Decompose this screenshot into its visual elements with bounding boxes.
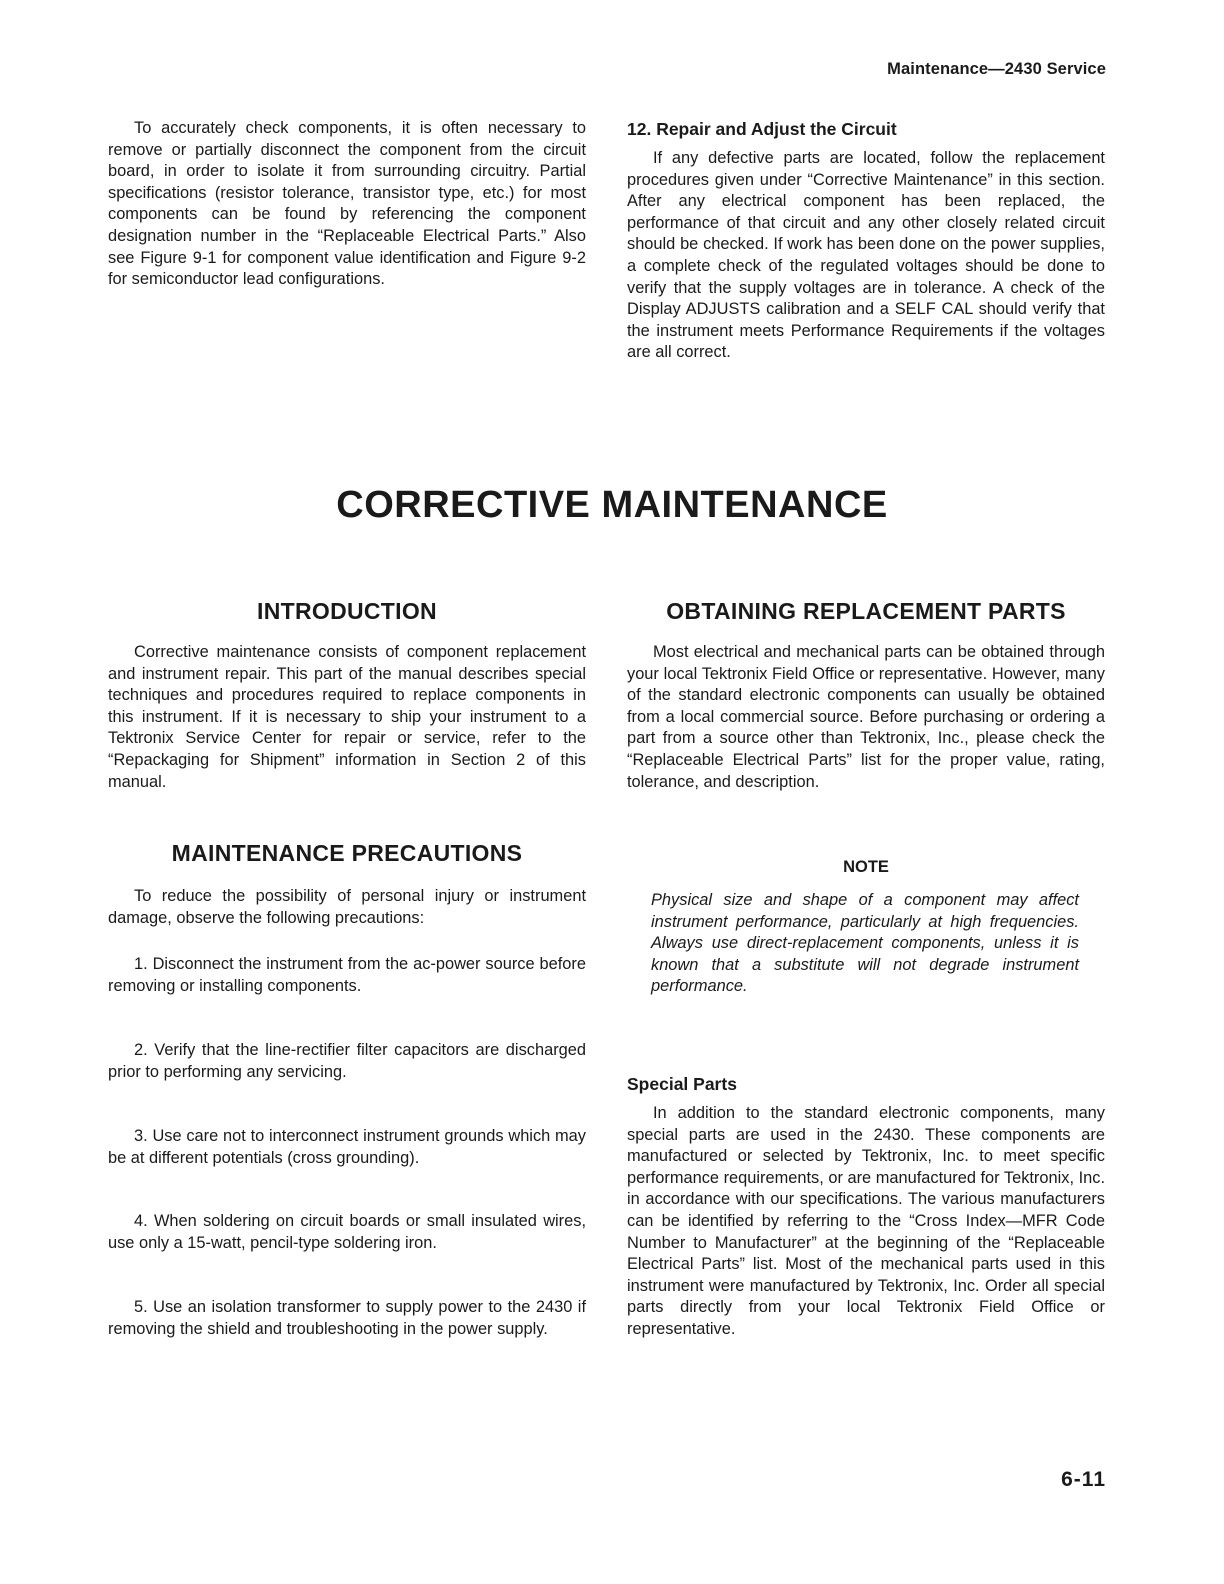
precaution-item: 1. Disconnect the instrument from the ac-power source before removing or installing components. bbox=[108, 955, 586, 995]
note-box bbox=[627, 858, 1105, 998]
running-head: Maintenance—2430 Service bbox=[887, 60, 1106, 78]
page-title: CORRECTIVE MAINTENANCE bbox=[336, 484, 888, 526]
special-parts-paragraph: In addition to the standard electronic components, many special parts are used in the 2430. These components are manufactured or selected by Tektronix, Inc. to meet specific performance requirements, or are manufactured for Tektronix, Inc. in accordance with our specifications. The various manufacturers can be identified by referring to the “Cross Index—MFR Code Number to Manufacturer” at the beginning of the “Replaceable Electrical Parts” list. Most of the mechanical parts used in this instrument were manufactured by Tektronix, Inc. Order all special parts directly from your local Tektronix Field Office or representative. bbox=[627, 1104, 1105, 1338]
note-label: NOTE bbox=[843, 858, 889, 876]
precautions-title: MAINTENANCE PRECAUTIONS bbox=[171, 840, 523, 866]
special-parts-title: Special Parts bbox=[627, 1074, 737, 1094]
page-number: 6-11 bbox=[1061, 1468, 1106, 1491]
step-12-title: 12. Repair and Adjust the Circuit bbox=[627, 119, 897, 139]
top-left-section bbox=[108, 118, 586, 291]
introduction-paragraph: Corrective maintenance consists of component replacement and instrument repair. This part of the manual describes special techniques and procedures required to replace components in this instrument. If it is necessary to ship your instrument to a Tektronix Service Center for repair or service, refer to the “Repackaging for Shipment” information in Section 2 of this manual. bbox=[108, 643, 586, 791]
precautions-section bbox=[108, 840, 586, 929]
introduction-section bbox=[108, 598, 586, 793]
replacement-parts-title: OBTAINING REPLACEMENT PARTS bbox=[666, 598, 1066, 624]
precaution-item: 3. Use care not to interconnect instrument grounds which may be at different potentials (cross grounding). bbox=[108, 1127, 586, 1167]
step-12-paragraph: If any defective parts are located, follow the replacement procedures given under “Corrective Maintenance” in this section. After any electrical component has been replaced, the performance of that circuit and any other closely related circuit should be checked. If work has been done on the power supplies, a complete check of the regulated voltages should be done to verify that the supply voltages are in tolerance. A check of the Display ADJUSTS calibration and a SELF CAL should verify that the instrument meets Performance Requirements if the voltages are all correct. bbox=[627, 149, 1105, 362]
precaution-item: 5. Use an isolation transformer to supply power to the 2430 if removing the shield and troubleshooting in the power supply. bbox=[108, 1298, 586, 1338]
precaution-item: 2. Verify that the line-rectifier filter capacitors are discharged prior to performing any servicing. bbox=[108, 1041, 586, 1081]
top-left-paragraph: To accurately check components, it is often necessary to remove or partially disconnect the component from the circuit board, in order to isolate it from surrounding circuitry. Partial specifications (resistor tolerance, transistor type, etc.) for most components can be found by referencing the component designation number in the “Replaceable Electrical Parts.” Also see Figure 9-1 for component value identification and Figure 9-2 for semiconductor lead configurations. bbox=[108, 119, 586, 289]
replacement-parts-section bbox=[627, 598, 1105, 793]
note-text: Physical size and shape of a component may affect instrument performance, particularly at high frequencies. Always use direct-replacement components, unless it is known that a substitute will not degrade instrument performance. bbox=[651, 891, 1079, 996]
step-12-section bbox=[627, 119, 1105, 364]
precaution-item: 4. When soldering on circuit boards or small insulated wires, use only a 15-watt, pencil-type soldering iron. bbox=[108, 1212, 586, 1252]
replacement-parts-paragraph: Most electrical and mechanical parts can be obtained through your local Tektronix Field Office or representative. However, many of the standard electronic components can usually be obtained from a local commercial source. Before purchasing or ordering a part from a source other than Tektronix, Inc., please check the “Replaceable Electrical Parts” list for the proper value, rating, tolerance, and description. bbox=[627, 643, 1105, 791]
introduction-title: INTRODUCTION bbox=[257, 598, 437, 624]
special-parts-section bbox=[627, 1074, 1105, 1341]
precautions-intro: To reduce the possibility of personal injury or instrument damage, observe the following precautions: bbox=[108, 887, 586, 927]
